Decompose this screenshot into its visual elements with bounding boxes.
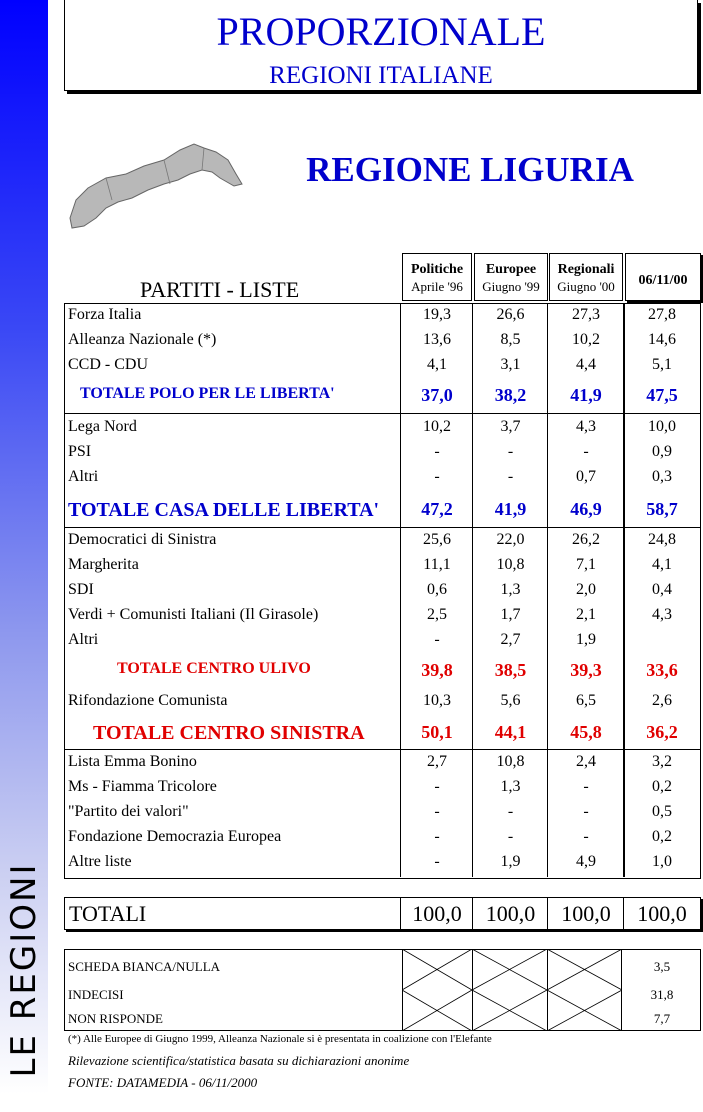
row-value: 10,3 [423, 692, 451, 709]
row-value: - [583, 828, 589, 845]
row-value: 58,7 [646, 499, 678, 519]
extra-value: 31,8 [650, 987, 674, 1002]
row-value: 10,0 [648, 418, 676, 435]
row-value: 4,3 [652, 606, 672, 623]
page-subtitle: REGIONI ITALIANE [269, 62, 493, 89]
row-value: 26,2 [572, 531, 600, 548]
row-value: 6,5 [576, 692, 596, 709]
row-label: Lista Emma Bonino [68, 753, 197, 770]
row-label: Lega Nord [68, 418, 137, 435]
totals-label: TOTALI [69, 901, 147, 926]
row-value: - [434, 803, 440, 820]
row-label: Altri [68, 468, 99, 485]
region-title: REGIONE LIGURIA [306, 150, 634, 189]
row-value: 1,3 [500, 581, 521, 598]
row-value: 1,9 [576, 631, 596, 648]
row-value: 50,1 [421, 722, 453, 742]
liguria-map-icon [66, 140, 256, 235]
row-label: CCD - CDU [68, 356, 149, 373]
row-value: 10,2 [572, 331, 600, 348]
row-value: 38,5 [494, 660, 527, 680]
row-value: 0,2 [652, 778, 672, 795]
row-label: Rifondazione Comunista [68, 692, 228, 709]
row-value: - [434, 443, 440, 460]
row-value: 1,9 [500, 853, 521, 870]
row-value: 2,6 [652, 692, 672, 709]
row-value: 2,0 [576, 581, 596, 598]
row-value: 24,8 [648, 531, 676, 548]
row-value: 0,9 [652, 443, 672, 460]
row-label: Ms - Fiamma Tricolore [68, 778, 217, 795]
row-value: 5,1 [652, 356, 672, 373]
row-label: TOTALE CASA DELLE LIBERTA' [68, 499, 380, 521]
row-value: 1,0 [652, 853, 672, 870]
row-value: 38,2 [494, 385, 527, 405]
totals-value: 100,0 [485, 901, 536, 926]
row-value: 5,6 [500, 692, 521, 709]
row-value: 2,7 [500, 631, 521, 648]
row-value: 4,9 [576, 853, 596, 870]
row-value: 11,1 [423, 556, 451, 573]
row-label: PSI [68, 443, 92, 460]
row-value: - [507, 803, 514, 820]
row-value: 13,6 [423, 331, 451, 348]
row-value: 4,1 [427, 356, 447, 373]
row-value: 44,1 [494, 722, 527, 742]
row-value: 27,8 [648, 306, 676, 323]
row-label: Altri [68, 631, 99, 648]
row-value: - [507, 828, 514, 845]
row-label: Alleanza Nazionale (*) [68, 331, 217, 348]
row-value: 3,7 [500, 418, 521, 435]
row-label: SDI [68, 581, 94, 598]
row-value: 14,6 [648, 331, 676, 348]
row-value: 46,9 [570, 499, 602, 519]
row-value: 41,9 [494, 499, 527, 519]
extra-label: NON RISPONDE [68, 1011, 163, 1026]
row-value: 39,3 [570, 660, 602, 680]
row-value: 47,5 [646, 385, 678, 405]
row-label: Fondazione Democrazia Europea [68, 828, 282, 845]
row-value: 3,1 [500, 356, 521, 373]
row-label: Verdi + Comunisti Italiani (Il Girasole) [68, 606, 319, 623]
totals-value: 100,0 [637, 901, 687, 926]
column-header-2: Europee Giugno '99 [474, 253, 548, 301]
row-value: 2,7 [427, 753, 447, 770]
row-label: TOTALE CENTRO SINISTRA [93, 722, 365, 744]
side-label: LE REGIONI [4, 862, 44, 1078]
row-label: Democratici di Sinistra [68, 531, 217, 548]
row-value: - [434, 468, 440, 485]
row-value: - [434, 778, 440, 795]
row-value: 4,4 [576, 356, 596, 373]
row-label: Altre liste [68, 853, 132, 870]
row-value: 47,2 [421, 499, 453, 519]
row-value: 10,2 [423, 418, 451, 435]
column-header-4: 06/11/00 [625, 253, 701, 301]
row-value: 2,4 [576, 753, 596, 770]
row-value: 0,6 [427, 581, 447, 598]
column-header-1: Politiche Aprile '96 [402, 253, 472, 301]
totals-value: 100,0 [561, 901, 611, 926]
row-value: 33,6 [646, 660, 678, 680]
row-label: Margherita [68, 556, 139, 573]
row-value: 0,4 [652, 581, 672, 598]
row-value: 22,0 [496, 531, 525, 548]
source-note: FONTE: DATAMEDIA - 06/11/2000 [68, 1075, 258, 1090]
row-value: 26,6 [496, 306, 525, 323]
row-label: Forza Italia [68, 306, 142, 323]
method-note: Rilevazione scientifica/statistica basata su dichiarazioni anonime [68, 1053, 410, 1068]
row-value: - [583, 778, 589, 795]
row-value: - [434, 828, 440, 845]
row-value: 19,3 [423, 306, 451, 323]
row-value: 1,7 [500, 606, 521, 623]
parties-header: PARTITI - LISTE [140, 277, 300, 302]
row-value: 10,8 [496, 753, 525, 770]
row-value: 36,2 [646, 722, 678, 742]
row-value: - [434, 853, 440, 870]
row-value: 0,2 [652, 828, 672, 845]
row-value: 2,1 [576, 606, 596, 623]
extra-value: 3,5 [653, 959, 671, 974]
extra-label: SCHEDA BIANCA/NULLA [68, 959, 221, 974]
row-value: 25,6 [423, 531, 451, 548]
row-label: "Partito dei valori" [68, 803, 189, 820]
footnote: (*) Alle Europee di Giugno 1999, Alleanza Nazionale si è presentata in coalizione con l'Elefante [68, 1033, 492, 1045]
row-value: - [434, 631, 440, 648]
row-label: TOTALE POLO PER LE LIBERTA' [80, 385, 335, 402]
row-value: 10,8 [496, 556, 525, 573]
row-value: 37,0 [421, 385, 453, 405]
row-value: 8,5 [500, 331, 521, 348]
row-value: 0,5 [652, 803, 672, 820]
row-value: 4,3 [576, 418, 596, 435]
column-header-3: Regionali Giugno '00 [549, 253, 623, 301]
row-value: - [583, 443, 589, 460]
row-value: 2,5 [427, 606, 447, 623]
row-value: 1,3 [500, 778, 521, 795]
totals-value: 100,0 [412, 901, 462, 926]
row-value: 7,1 [576, 556, 596, 573]
row-value: 0,3 [652, 468, 672, 485]
row-value: 3,2 [652, 753, 672, 770]
row-value: 27,3 [572, 306, 600, 323]
row-value: - [507, 468, 514, 485]
row-label: TOTALE CENTRO ULIVO [117, 660, 311, 677]
page-title: PROPORZIONALE [216, 9, 546, 54]
row-value: - [507, 443, 514, 460]
extra-label: INDECISI [68, 987, 124, 1002]
extra-value: 7,7 [653, 1011, 671, 1026]
row-value: 41,9 [570, 385, 602, 405]
row-value: 0,7 [576, 468, 596, 485]
row-value: 39,8 [421, 660, 453, 680]
row-value: - [583, 803, 589, 820]
crossed-cells [402, 949, 622, 1031]
row-value: 4,1 [652, 556, 672, 573]
row-value: 45,8 [570, 722, 602, 742]
